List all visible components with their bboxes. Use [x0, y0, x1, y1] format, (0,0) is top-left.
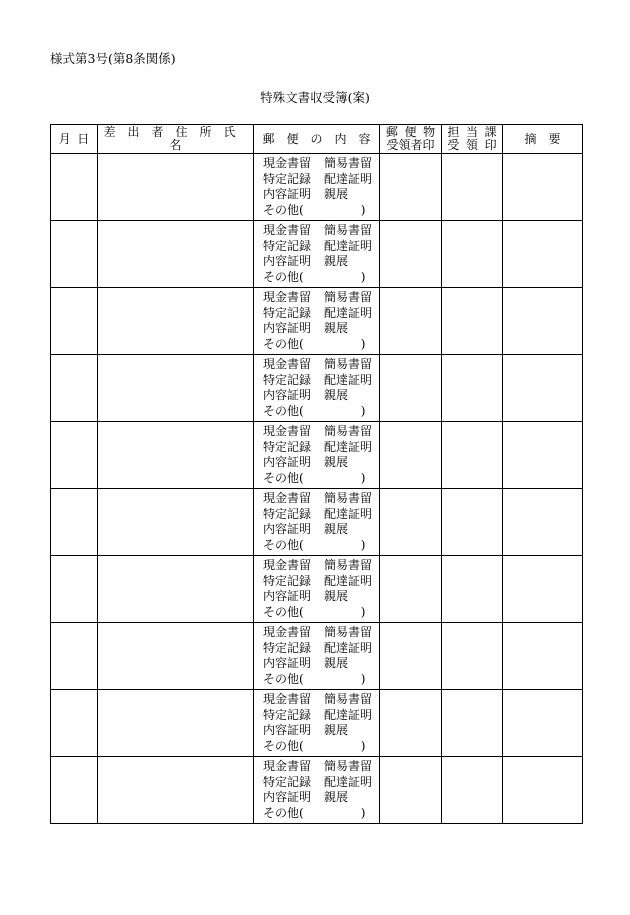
- mail-type-cash-registered: 現金書留: [263, 424, 312, 438]
- mail-type-line: [263, 187, 379, 203]
- sender-cell[interactable]: [98, 757, 254, 824]
- mail-type-line: [263, 357, 379, 373]
- postal-receiver-seal-cell[interactable]: [380, 489, 442, 556]
- remarks-cell[interactable]: [503, 288, 583, 355]
- mail-type-other-line: [263, 337, 379, 353]
- mail-type-other-close: ): [360, 537, 366, 552]
- postal-receiver-seal-cell[interactable]: [380, 623, 442, 690]
- postal-receiver-seal-cell[interactable]: [380, 288, 442, 355]
- mail-type-cash-registered: 現金書留: [263, 558, 312, 572]
- mail-type-line: [263, 656, 379, 672]
- mail-type-other-line: [263, 404, 379, 420]
- header-date: 月日: [51, 125, 98, 154]
- mail-type-delivery-certificate: 配達証明: [324, 305, 373, 320]
- mail-type-other-close: ): [360, 470, 366, 485]
- mail-type-cash-registered: 現金書留: [263, 759, 312, 773]
- mail-type-other-close: ): [360, 604, 366, 619]
- table-row: [51, 489, 583, 556]
- mail-type-personal-delivery: 親展: [324, 723, 349, 737]
- mail-type-delivery-certificate: 配達証明: [324, 238, 373, 253]
- mail-type-other-label: その他(: [263, 470, 304, 485]
- mail-type-other-label: その他(: [263, 604, 304, 619]
- mail-type-line: [263, 775, 379, 791]
- mail-type-other-close: ): [360, 269, 366, 284]
- mail-type-line: [263, 625, 379, 641]
- mail-type-other-line: [263, 739, 379, 755]
- mail-content-cell[interactable]: [254, 489, 380, 556]
- mail-type-delivery-certificate: 配達証明: [324, 506, 373, 521]
- mail-type-content-certificate: 内容証明: [263, 455, 312, 469]
- mail-type-content-certificate: 内容証明: [263, 254, 312, 268]
- remarks-cell[interactable]: [503, 221, 583, 288]
- receipt-ledger-table: [50, 124, 583, 824]
- mail-type-simple-registered: 簡易書留: [324, 625, 373, 639]
- remarks-cell[interactable]: [503, 556, 583, 623]
- mail-type-specified-record: 特定記録: [263, 439, 312, 454]
- sender-cell[interactable]: [98, 288, 254, 355]
- mail-type-other-label: その他(: [263, 269, 304, 284]
- mail-type-cash-registered: 現金書留: [263, 491, 312, 505]
- mail-type-simple-registered: 簡易書留: [324, 223, 373, 237]
- mail-type-simple-registered: 簡易書留: [324, 156, 373, 170]
- header-mail-content: 郵便の内容: [254, 125, 380, 154]
- mail-type-other-line: [263, 203, 379, 219]
- mail-type-line: [263, 440, 379, 456]
- date-cell[interactable]: [51, 690, 98, 757]
- table-row: [51, 690, 583, 757]
- mail-type-other-line: [263, 270, 379, 286]
- mail-type-personal-delivery: 親展: [324, 790, 349, 804]
- mail-type-simple-registered: 簡易書留: [324, 491, 373, 505]
- mail-type-specified-record: 特定記録: [263, 774, 312, 789]
- mail-type-line: [263, 156, 379, 172]
- mail-type-line: [263, 321, 379, 337]
- mail-type-delivery-certificate: 配達証明: [324, 171, 373, 186]
- header-postal-receiver-seal: 郵便物 受領者印: [380, 125, 442, 154]
- header-dept-receipt-seal: 担当課 受領印: [442, 125, 503, 154]
- mail-type-other-close: ): [360, 202, 366, 217]
- mail-type-other-close: ): [360, 403, 366, 418]
- mail-content-cell[interactable]: [254, 154, 380, 221]
- dept-receipt-seal-cell[interactable]: [442, 489, 503, 556]
- mail-type-content-certificate: 内容証明: [263, 388, 312, 402]
- mail-type-cash-registered: 現金書留: [263, 290, 312, 304]
- mail-type-line: [263, 790, 379, 806]
- mail-type-line: [263, 589, 379, 605]
- mail-type-other-label: その他(: [263, 738, 304, 753]
- table-row: [51, 623, 583, 690]
- mail-type-other-label: その他(: [263, 805, 304, 820]
- table-row: [51, 757, 583, 824]
- mail-type-personal-delivery: 親展: [324, 254, 349, 268]
- mail-type-personal-delivery: 親展: [324, 321, 349, 335]
- mail-type-other-line: [263, 471, 379, 487]
- sender-cell[interactable]: [98, 623, 254, 690]
- table-row: [51, 422, 583, 489]
- remarks-cell[interactable]: [503, 489, 583, 556]
- mail-type-delivery-certificate: 配達証明: [324, 439, 373, 454]
- mail-type-other-label: その他(: [263, 671, 304, 686]
- dept-receipt-seal-cell[interactable]: [442, 422, 503, 489]
- date-cell[interactable]: [51, 489, 98, 556]
- mail-type-other-close: ): [360, 671, 366, 686]
- dept-receipt-seal-cell[interactable]: [442, 355, 503, 422]
- mail-type-specified-record: 特定記録: [263, 171, 312, 186]
- remarks-cell[interactable]: [503, 757, 583, 824]
- mail-type-cash-registered: 現金書留: [263, 357, 312, 371]
- mail-type-line: [263, 388, 379, 404]
- dept-receipt-seal-cell[interactable]: [442, 221, 503, 288]
- remarks-cell[interactable]: [503, 690, 583, 757]
- mail-type-other-close: ): [360, 805, 366, 820]
- dept-receipt-seal-cell[interactable]: [442, 556, 503, 623]
- mail-type-delivery-certificate: 配達証明: [324, 372, 373, 387]
- dept-receipt-seal-cell[interactable]: [442, 690, 503, 757]
- form-number: 様式第3号(第8条関係): [50, 51, 176, 66]
- mail-type-content-certificate: 内容証明: [263, 790, 312, 804]
- mail-type-content-certificate: 内容証明: [263, 321, 312, 335]
- mail-type-line: [263, 522, 379, 538]
- postal-receiver-seal-cell[interactable]: [380, 154, 442, 221]
- postal-receiver-seal-cell[interactable]: [380, 422, 442, 489]
- mail-content-cell[interactable]: [254, 422, 380, 489]
- mail-type-other-label: その他(: [263, 537, 304, 552]
- sender-cell[interactable]: [98, 422, 254, 489]
- mail-content-cell[interactable]: [254, 757, 380, 824]
- mail-type-simple-registered: 簡易書留: [324, 424, 373, 438]
- remarks-cell[interactable]: [503, 422, 583, 489]
- mail-type-cash-registered: 現金書留: [263, 223, 312, 237]
- dept-receipt-seal-cell[interactable]: [442, 623, 503, 690]
- mail-type-specified-record: 特定記録: [263, 305, 312, 320]
- postal-receiver-seal-cell[interactable]: [380, 690, 442, 757]
- mail-type-delivery-certificate: 配達証明: [324, 640, 373, 655]
- dept-receipt-seal-cell[interactable]: [442, 154, 503, 221]
- mail-content-cell[interactable]: [254, 690, 380, 757]
- mail-type-other-close: ): [360, 336, 366, 351]
- mail-type-line: [263, 373, 379, 389]
- mail-content-cell[interactable]: [254, 288, 380, 355]
- header-remarks: 摘要: [503, 125, 583, 154]
- mail-type-simple-registered: 簡易書留: [324, 357, 373, 371]
- date-cell[interactable]: [51, 288, 98, 355]
- mail-type-other-line: [263, 538, 379, 554]
- sender-cell[interactable]: [98, 355, 254, 422]
- mail-type-other-label: その他(: [263, 336, 304, 351]
- mail-type-simple-registered: 簡易書留: [324, 290, 373, 304]
- mail-type-line: [263, 424, 379, 440]
- sender-cell[interactable]: [98, 154, 254, 221]
- mail-type-line: [263, 254, 379, 270]
- mail-type-cash-registered: 現金書留: [263, 692, 312, 706]
- table-row: [51, 221, 583, 288]
- mail-type-simple-registered: 簡易書留: [324, 759, 373, 773]
- mail-type-line: [263, 172, 379, 188]
- sender-cell[interactable]: [98, 690, 254, 757]
- mail-type-line: [263, 641, 379, 657]
- table-header-row: [51, 125, 583, 154]
- postal-receiver-seal-cell[interactable]: [380, 757, 442, 824]
- mail-type-other-line: [263, 605, 379, 621]
- postal-receiver-seal-cell[interactable]: [380, 221, 442, 288]
- remarks-cell[interactable]: [503, 623, 583, 690]
- mail-content-cell[interactable]: [254, 221, 380, 288]
- dept-receipt-seal-cell[interactable]: [442, 288, 503, 355]
- remarks-cell[interactable]: [503, 154, 583, 221]
- remarks-cell[interactable]: [503, 355, 583, 422]
- mail-type-content-certificate: 内容証明: [263, 723, 312, 737]
- mail-type-delivery-certificate: 配達証明: [324, 707, 373, 722]
- mail-type-line: [263, 239, 379, 255]
- mail-type-other-close: ): [360, 738, 366, 753]
- sender-cell[interactable]: [98, 489, 254, 556]
- date-cell[interactable]: [51, 422, 98, 489]
- mail-type-simple-registered: 簡易書留: [324, 558, 373, 572]
- mail-content-cell[interactable]: [254, 623, 380, 690]
- mail-type-specified-record: 特定記録: [263, 372, 312, 387]
- mail-type-content-certificate: 内容証明: [263, 522, 312, 536]
- date-cell[interactable]: [51, 154, 98, 221]
- mail-content-cell[interactable]: [254, 556, 380, 623]
- mail-type-line: [263, 574, 379, 590]
- table-row: [51, 154, 583, 221]
- mail-type-personal-delivery: 親展: [324, 187, 349, 201]
- mail-type-content-certificate: 内容証明: [263, 656, 312, 670]
- mail-type-line: [263, 223, 379, 239]
- mail-type-cash-registered: 現金書留: [263, 156, 312, 170]
- mail-type-other-label: その他(: [263, 403, 304, 418]
- dept-receipt-seal-cell[interactable]: [442, 757, 503, 824]
- mail-type-personal-delivery: 親展: [324, 656, 349, 670]
- mail-type-specified-record: 特定記録: [263, 640, 312, 655]
- postal-receiver-seal-cell[interactable]: [380, 556, 442, 623]
- mail-type-delivery-certificate: 配達証明: [324, 573, 373, 588]
- date-cell[interactable]: [51, 221, 98, 288]
- table-body: [51, 154, 583, 824]
- mail-type-delivery-certificate: 配達証明: [324, 774, 373, 789]
- mail-type-personal-delivery: 親展: [324, 455, 349, 469]
- mail-type-line: [263, 507, 379, 523]
- date-cell[interactable]: [51, 623, 98, 690]
- table-row: [51, 355, 583, 422]
- mail-type-personal-delivery: 親展: [324, 388, 349, 402]
- sender-cell[interactable]: [98, 221, 254, 288]
- mail-type-line: [263, 759, 379, 775]
- mail-type-line: [263, 306, 379, 322]
- date-cell[interactable]: [51, 757, 98, 824]
- mail-type-specified-record: 特定記録: [263, 707, 312, 722]
- mail-type-specified-record: 特定記録: [263, 506, 312, 521]
- mail-type-other-line: [263, 806, 379, 822]
- mail-type-content-certificate: 内容証明: [263, 187, 312, 201]
- mail-type-personal-delivery: 親展: [324, 522, 349, 536]
- mail-type-line: [263, 708, 379, 724]
- mail-type-line: [263, 692, 379, 708]
- header-sender-address-name: 差出者住所氏名: [98, 125, 254, 154]
- document-title: 特殊文書収受簿(案): [260, 90, 370, 105]
- sender-cell[interactable]: [98, 556, 254, 623]
- mail-type-simple-registered: 簡易書留: [324, 692, 373, 706]
- date-cell[interactable]: [51, 355, 98, 422]
- mail-content-cell[interactable]: [254, 355, 380, 422]
- mail-type-line: [263, 455, 379, 471]
- mail-type-line: [263, 290, 379, 306]
- mail-type-line: [263, 491, 379, 507]
- mail-type-line: [263, 558, 379, 574]
- table-row: [51, 556, 583, 623]
- mail-type-other-label: その他(: [263, 202, 304, 217]
- table-row: [51, 288, 583, 355]
- mail-type-content-certificate: 内容証明: [263, 589, 312, 603]
- mail-type-specified-record: 特定記録: [263, 573, 312, 588]
- mail-type-line: [263, 723, 379, 739]
- mail-type-personal-delivery: 親展: [324, 589, 349, 603]
- mail-type-specified-record: 特定記録: [263, 238, 312, 253]
- date-cell[interactable]: [51, 556, 98, 623]
- postal-receiver-seal-cell[interactable]: [380, 355, 442, 422]
- mail-type-other-line: [263, 672, 379, 688]
- mail-type-cash-registered: 現金書留: [263, 625, 312, 639]
